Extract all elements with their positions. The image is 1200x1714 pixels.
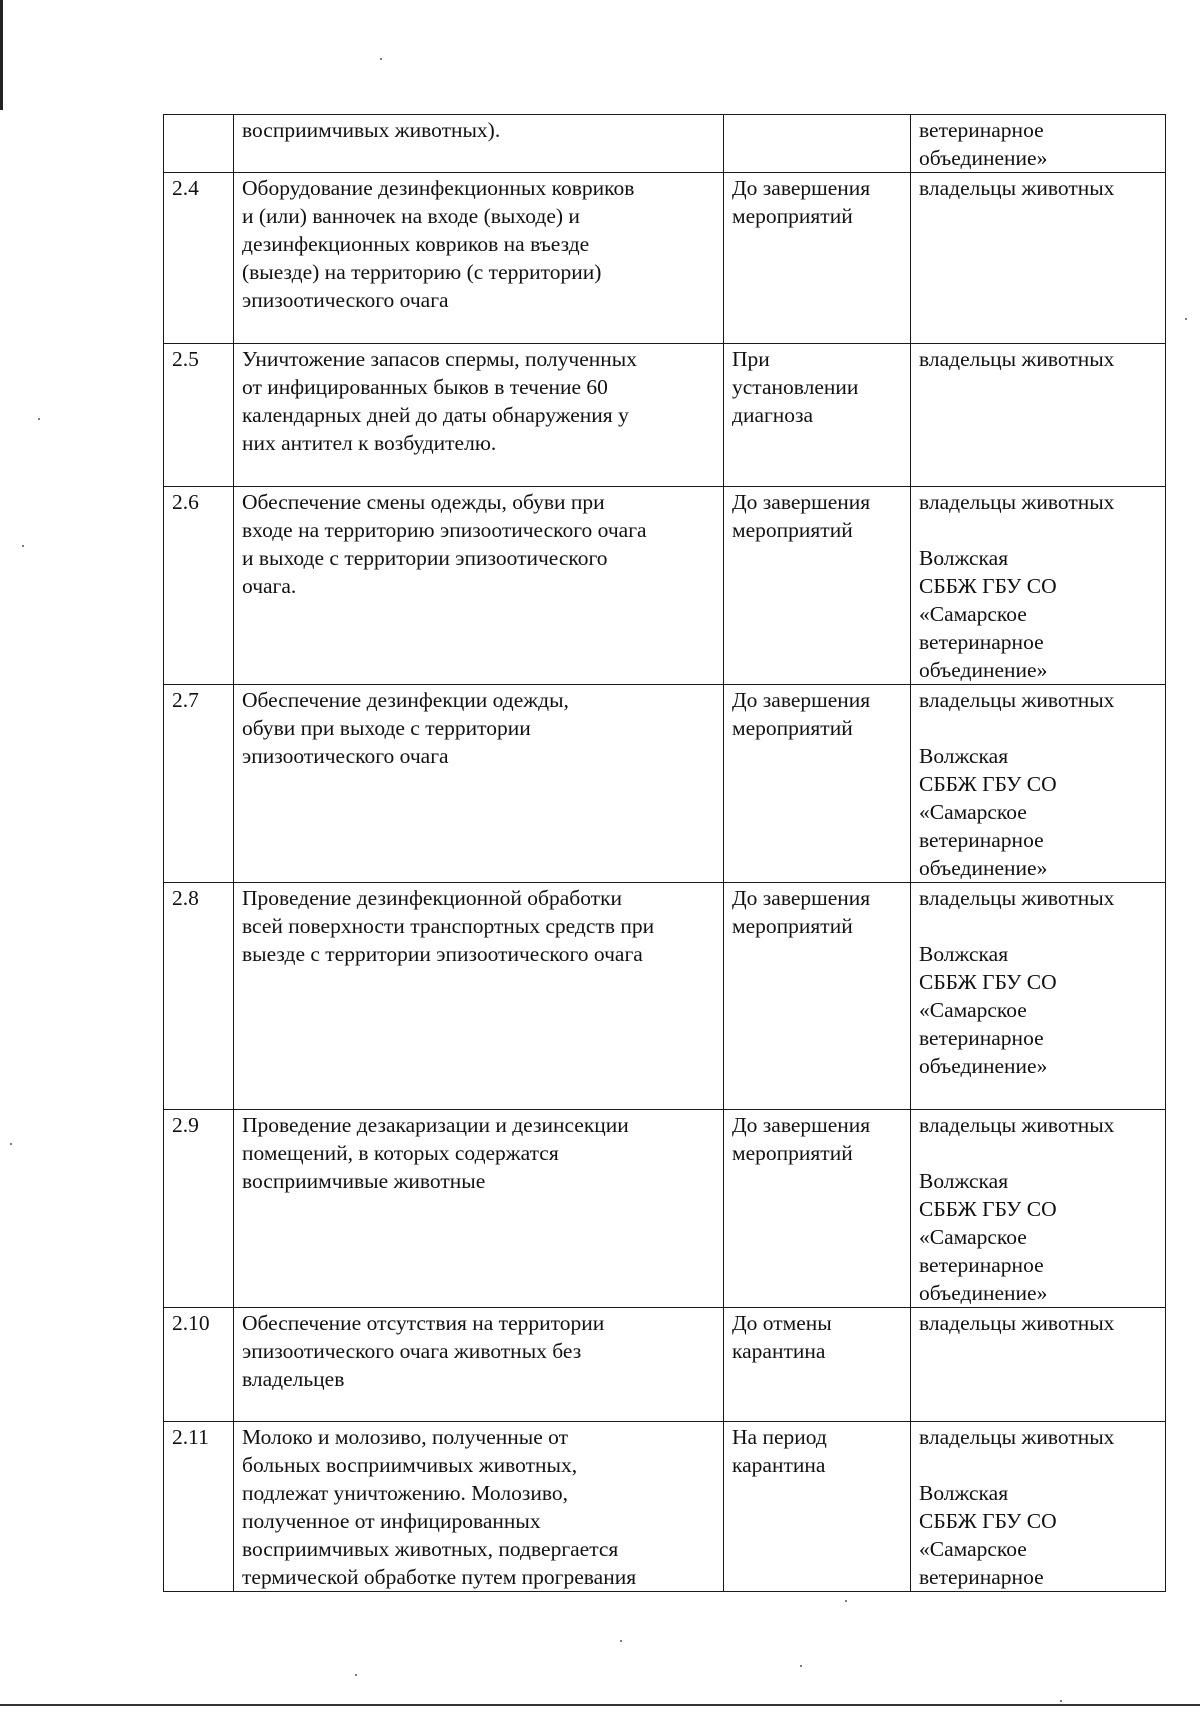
table-row xyxy=(164,115,1166,173)
row-term: До завершения мероприятий xyxy=(724,173,911,344)
row-term xyxy=(724,115,911,173)
row-responsible: владельцы животных xyxy=(911,1308,1166,1422)
table-row xyxy=(164,344,1166,487)
scan-speck xyxy=(38,418,40,420)
row-responsible: владельцы животных Волжская СББЖ ГБУ СО «Самарское ветеринарное xyxy=(911,1422,1166,1592)
row-number: 2.8 xyxy=(164,883,234,1110)
table-row xyxy=(164,1422,1166,1592)
row-responsible: владельцы животных Волжская СББЖ ГБУ СО «Самарское ветеринарное объединение» xyxy=(911,487,1166,685)
table-row xyxy=(164,883,1166,1110)
row-term: До отмены карантина xyxy=(724,1308,911,1422)
table-row xyxy=(164,1308,1166,1422)
table-row xyxy=(164,1110,1166,1308)
scan-speck xyxy=(845,1600,847,1602)
table-row xyxy=(164,173,1166,344)
row-term: До завершения мероприятий xyxy=(724,487,911,685)
scan-speck xyxy=(1185,318,1187,320)
row-action: Проведение дезакаризации и дезинсекции помещений, в которых содержатся восприимчивые животные xyxy=(234,1110,724,1308)
row-responsible: владельцы животных Волжская СББЖ ГБУ СО «Самарское ветеринарное объединение» xyxy=(911,685,1166,883)
row-action: Уничтожение запасов спермы, полученных от инфицированных быков в течение 60 календарных дней до даты обнаружения у них антител к возбудителю. xyxy=(234,344,724,487)
row-action: Оборудование дезинфекционных ковриков и (или) ванночек на входе (выходе) и дезинфекционных ковриков на въезде (выезде) на территорию (с территории) эпизоотического очага xyxy=(234,173,724,344)
measures-table xyxy=(163,114,1166,1592)
row-term: На период карантина xyxy=(724,1422,911,1592)
row-number: 2.5 xyxy=(164,344,234,487)
table-row xyxy=(164,685,1166,883)
table-row xyxy=(164,487,1166,685)
row-term: До завершения мероприятий xyxy=(724,685,911,883)
scan-speck xyxy=(620,1640,622,1642)
row-number: 2.7 xyxy=(164,685,234,883)
row-number xyxy=(164,115,234,173)
row-action: Обеспечение смены одежды, обуви при входе на территорию эпизоотического очага и выходе с территории эпизоотического очага. xyxy=(234,487,724,685)
row-number: 2.4 xyxy=(164,173,234,344)
scan-edge-line xyxy=(0,0,3,110)
row-action: Обеспечение отсутствия на территории эпизоотического очага животных без владельцев xyxy=(234,1308,724,1422)
row-term: До завершения мероприятий xyxy=(724,883,911,1110)
row-action: Молоко и молозиво, полученные от больных восприимчивых животных, подлежат уничтожению. Молозиво, полученное от инфицированных восприимчивых животных, подвергается термической обработке путем прогревания xyxy=(234,1422,724,1592)
row-responsible: владельцы животных Волжская СББЖ ГБУ СО «Самарское ветеринарное объединение» xyxy=(911,883,1166,1110)
scan-speck xyxy=(1060,1700,1062,1702)
scan-speck xyxy=(355,1674,357,1676)
row-action: Обеспечение дезинфекции одежды, обуви при выходе с территории эпизоотического очага xyxy=(234,685,724,883)
row-responsible: владельцы животных Волжская СББЖ ГБУ СО «Самарское ветеринарное объединение» xyxy=(911,1110,1166,1308)
row-term: При установлении диагноза xyxy=(724,344,911,487)
row-responsible: владельцы животных xyxy=(911,173,1166,344)
row-number: 2.6 xyxy=(164,487,234,685)
row-action: восприимчивых животных). xyxy=(234,115,724,173)
row-responsible: владельцы животных xyxy=(911,344,1166,487)
row-responsible: ветеринарное объединение» xyxy=(911,115,1166,173)
row-term: До завершения мероприятий xyxy=(724,1110,911,1308)
scan-bottom-line xyxy=(0,1704,1200,1706)
scan-speck xyxy=(800,1665,802,1667)
scan-speck xyxy=(22,545,24,547)
scan-speck xyxy=(380,58,382,60)
row-action: Проведение дезинфекционной обработки всей поверхности транспортных средств при выезде с территории эпизоотического очага xyxy=(234,883,724,1110)
row-number: 2.11 xyxy=(164,1422,234,1592)
row-number: 2.9 xyxy=(164,1110,234,1308)
row-number: 2.10 xyxy=(164,1308,234,1422)
scan-speck xyxy=(10,1143,12,1145)
